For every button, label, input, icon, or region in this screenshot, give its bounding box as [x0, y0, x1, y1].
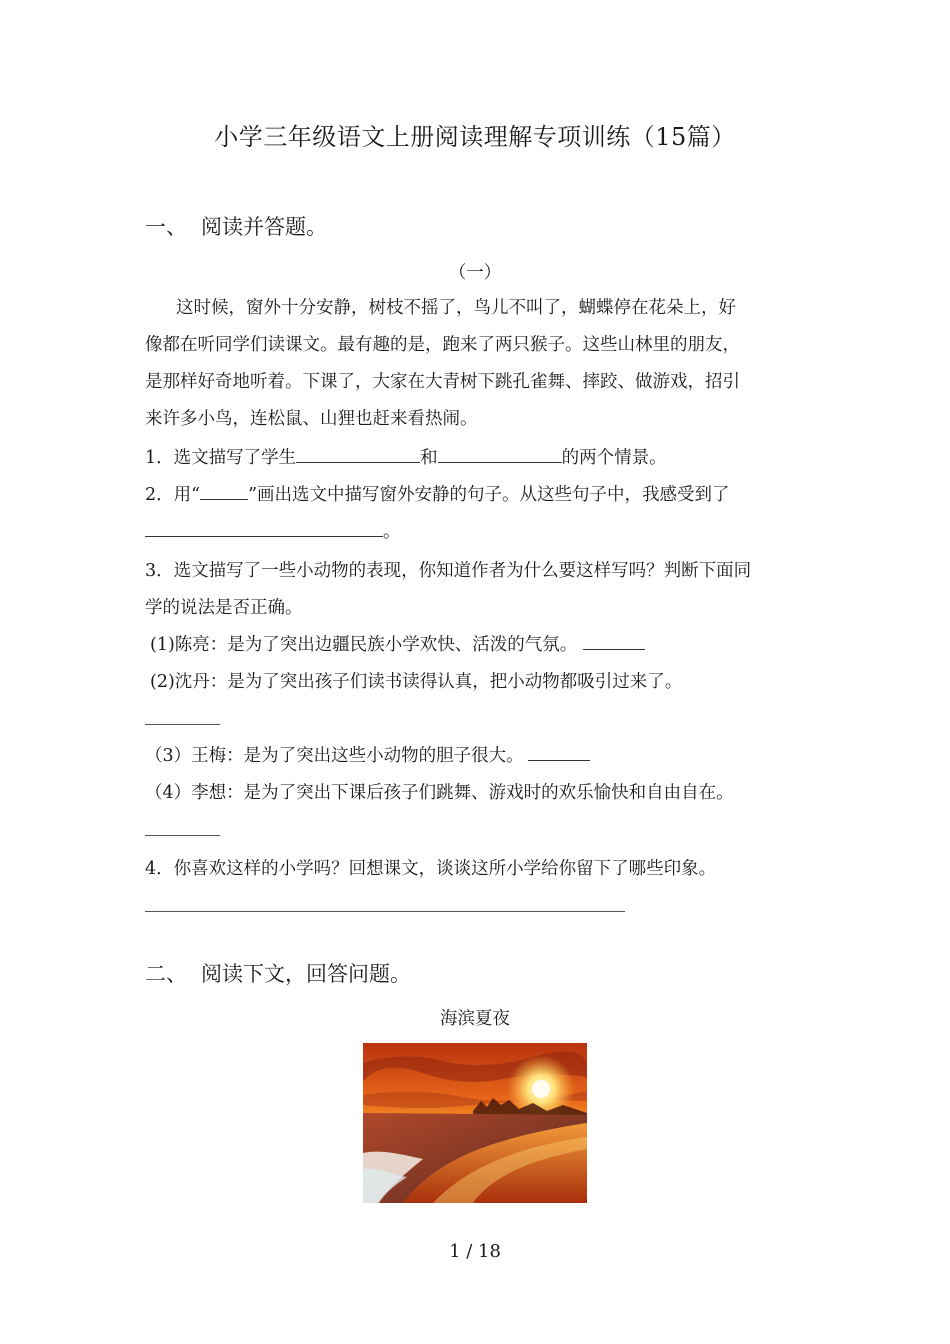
- question-2: [145, 483, 730, 507]
- document-title: 小学三年级语文上册阅读理解专项训练（15篇）: [214, 123, 736, 151]
- section-2-heading: [145, 958, 411, 988]
- answer-blank[interactable]: [438, 446, 562, 463]
- section-1-heading: [145, 211, 327, 241]
- section-1-number: 一、: [145, 215, 187, 239]
- question-3-option: [150, 633, 645, 657]
- answer-blank[interactable]: [145, 835, 220, 836]
- passage-line: 这时候，窗外十分安静，树枝不摇了，鸟儿不叫了，蝴蝶停在花朵上，好: [176, 298, 736, 318]
- answer-line[interactable]: [145, 911, 625, 912]
- question-3-cont: 学的说法是否正确。: [145, 598, 303, 618]
- answer-blank[interactable]: [296, 446, 420, 463]
- passage-line: 来许多小鸟，连松鼠、山狸也赶来看热闹。: [145, 409, 478, 429]
- section-2-title: 阅读下文，回答问题。: [201, 962, 411, 986]
- section-2-number: 二、: [145, 962, 187, 986]
- passage-line: 是那样好奇地听着。下课了，大家在大青树下跳孔雀舞、摔跤、做游戏，招引: [145, 372, 740, 392]
- option-text: (1)陈亮：是为了突出边疆民族小学欢快、活泼的气氛。: [150, 635, 578, 655]
- question-3: 3．选文描写了一些小动物的表现，你知道作者为什么要这样写吗？判断下面同: [145, 561, 752, 581]
- question-3-option: （4）李想：是为了突出下课后孩子们跳舞、游戏时的欢乐愉快和自由自在。: [145, 783, 734, 803]
- answer-blank[interactable]: [583, 633, 645, 650]
- question-3-option: (2)沈丹：是为了突出孩子们读书读得认真，把小动物都吸引过来了。: [150, 672, 683, 692]
- question-1-text: 和: [420, 448, 438, 468]
- section-1-title: 阅读并答题。: [201, 215, 327, 239]
- answer-blank[interactable]: [528, 744, 590, 761]
- option-text: （3）王梅：是为了突出这些小动物的胆子很大。: [145, 746, 524, 766]
- answer-blank[interactable]: [145, 724, 220, 725]
- question-2-text: 2．用“: [145, 485, 201, 505]
- question-1: [145, 446, 667, 470]
- question-2-answer-line: [145, 520, 401, 544]
- page-number: 1 / 18: [449, 1241, 501, 1262]
- question-1-text: 1．选文描写了学生: [145, 448, 297, 468]
- passage-line: 像都在听同学们读课文。最有趣的是，跑来了两只猴子。这些山林里的朋友，: [145, 335, 740, 355]
- sunset-beach-image: [363, 1043, 587, 1203]
- passage-title: 海滨夏夜: [440, 1009, 510, 1029]
- question-4: 4．你喜欢这样的小学吗？回想课文，谈谈这所小学给你留下了哪些印象。: [145, 859, 717, 879]
- question-1-text: 的两个情景。: [561, 448, 667, 468]
- answer-blank[interactable]: [145, 520, 383, 537]
- underline-sample: [200, 483, 248, 500]
- passage-label: （一）: [448, 263, 502, 283]
- question-2-text: ”画出选文中描写窗外安静的句子。从这些句子中，我感受到了: [248, 485, 730, 505]
- question-3-option: [145, 744, 590, 768]
- question-2-text: 。: [383, 522, 401, 542]
